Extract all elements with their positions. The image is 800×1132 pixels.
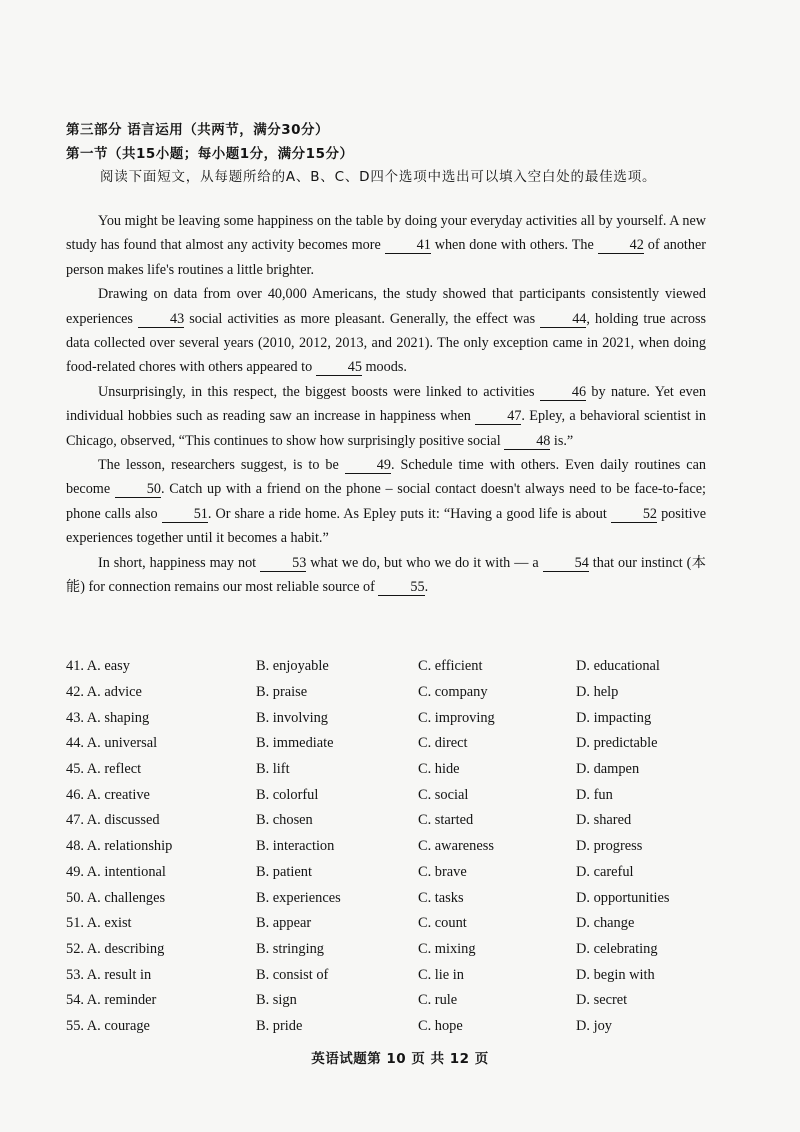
option-b: B. colorful [256,786,319,803]
option-d: D. educational [576,658,660,675]
option-d: D. help [576,684,619,701]
option-a: 51. A. exist [66,915,132,932]
option-b: B. patient [256,863,312,880]
option-c: C. brave [418,863,467,880]
option-b: B. interaction [256,838,335,855]
blank-48: 48 [504,433,550,450]
option-a: 49. A. intentional [66,863,166,880]
blank-43: 43 [138,311,184,328]
blank-49: 49 [345,457,391,474]
option-row-55 [66,1014,746,1040]
option-a: 50. A. challenges [66,889,166,906]
part-title: 第三部分 语言运用（共两节，满分30分） [66,122,329,138]
option-d: D. impacting [576,709,652,726]
option-c: C. efficient [418,658,483,675]
blank-45: 45 [316,359,362,376]
option-c: C. hide [418,761,460,778]
blank-53: 53 [260,555,306,572]
option-row-52 [66,937,746,963]
option-d: D. celebrating [576,940,658,957]
instruction-text: 阅读下面短文，从每题所给的A、B、C、D四个选项中选出可以填入空白处的最佳选项。 [100,169,657,185]
option-d: D. fun [576,786,613,803]
passage-paragraph-4: The lesson, researchers suggest, is to be 49. Schedule time with others. Even daily routines can become 50. Catch up with a friend on the phone – social contact doesn't always need to be face-to-face; phone calls also 51. Or share a ride home. As Epley puts it: “Having a good life is about 52 positive experiences together until it becomes a habit.” [66,457,706,547]
passage-paragraph-3: Unsurprisingly, in this respect, the biggest boosts were linked to activities 46 by nature. Yet even individual hobbies such as reading saw an increase in happiness when 47. Epley, a behavioral scientist in Chicago, observed, “This continues to show how surprisingly positive social 48 is.” [66,383,707,449]
option-c: C. tasks [418,889,464,906]
option-d: D. change [576,915,635,932]
option-a: 55. A. courage [66,1017,150,1034]
option-a: 54. A. reminder [66,992,157,1009]
option-b: B. immediate [256,735,334,752]
option-d: D. begin with [576,966,655,983]
option-c: C. mixing [418,940,476,957]
option-c: C. improving [418,709,495,726]
option-c: C. lie in [418,966,464,983]
option-b: B. involving [256,709,328,726]
blank-42: 42 [598,237,644,254]
option-b: B. enjoyable [256,658,329,675]
blank-55: 55 [378,579,424,596]
option-c: C. social [418,786,469,803]
passage [66,209,706,600]
option-c: C. hope [418,1017,463,1034]
option-a: 42. A. advice [66,684,142,701]
option-d: D. dampen [576,761,640,778]
option-c: C. count [418,915,467,932]
option-c: C. company [418,684,488,701]
option-row-42 [66,680,746,706]
option-d: D. predictable [576,735,658,752]
blank-41: 41 [385,237,431,254]
option-row-45 [66,757,746,783]
blank-51: 51 [162,506,208,523]
option-b: B. sign [256,992,297,1009]
option-row-46 [66,782,746,808]
blank-54: 54 [543,555,589,572]
passage-paragraph-1: You might be leaving some happiness on the table by doing your everyday activities all by yourself. A new study has found that almost any activity becomes more 41 when done with others. The 42 of another person makes life's routines a little brighter. [66,213,706,278]
blank-52: 52 [611,506,657,523]
option-b: B. praise [256,684,308,701]
option-b: B. stringing [256,940,324,957]
option-a: 43. A. shaping [66,709,150,726]
option-d: D. shared [576,812,632,829]
option-a: 48. A. relationship [66,838,173,855]
blank-47: 47 [475,408,521,425]
option-row-50 [66,885,746,911]
option-b: B. chosen [256,812,313,829]
option-a: 52. A. describing [66,940,165,957]
blank-46: 46 [540,384,586,401]
option-row-53 [66,962,746,988]
option-a: 47. A. discussed [66,812,160,829]
option-d: D. opportunities [576,889,670,906]
option-d: D. secret [576,992,628,1009]
option-b: B. experiences [256,889,341,906]
option-d: D. joy [576,1017,612,1034]
option-row-47 [66,808,746,834]
page-footer: 英语试题第 10 页 共 12 页 [311,1051,489,1067]
option-c: C. awareness [418,838,494,855]
section-title: 第一节（共15小题；每小题1分，满分15分） [66,146,354,162]
blank-44: 44 [540,311,586,328]
option-a: 44. A. universal [66,735,158,752]
option-b: B. appear [256,915,312,932]
passage-paragraph-5: In short, happiness may not 53 what we do, but who we do it with — a 54 that our instinct (本能) for connection remains our most reliable source of 55. [66,554,706,596]
options-table [66,654,746,1039]
option-c: C. rule [418,992,458,1009]
option-a: 46. A. creative [66,786,150,803]
option-row-41 [66,654,746,680]
option-row-48 [66,834,746,860]
option-row-54 [66,988,746,1014]
option-c: C. direct [418,735,468,752]
option-row-49 [66,860,746,886]
blank-50: 50 [115,481,161,498]
option-d: D. progress [576,838,643,855]
option-b: B. pride [256,1017,303,1034]
option-a: 41. A. easy [66,658,130,675]
option-a: 45. A. reflect [66,761,142,778]
option-row-43 [66,705,746,731]
option-b: B. lift [256,761,290,778]
option-a: 53. A. result in [66,966,152,983]
option-c: C. started [418,812,474,829]
passage-paragraph-2: Drawing on data from over 40,000 Americans, the study showed that participants consistently viewed experiences 43 social activities as more pleasant. Generally, the effect was 44, holding true across data collected over several years (2010, 2012, 2013, and 2021). The only exception came in 2021, when doing food-related chores with others appeared to 45 moods. [66,286,706,376]
option-b: B. consist of [256,966,329,983]
option-row-51 [66,911,746,937]
option-row-44 [66,731,746,757]
option-d: D. careful [576,863,634,880]
